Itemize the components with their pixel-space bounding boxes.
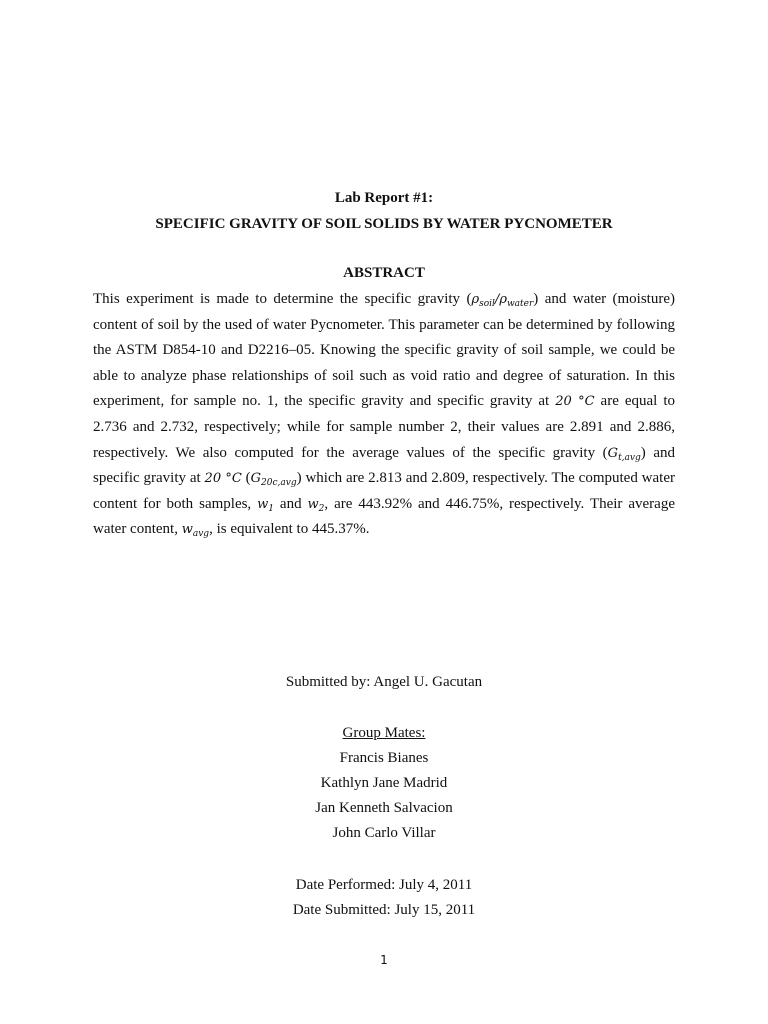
page-number: 1	[380, 953, 388, 967]
group-mate-name: Jan Kenneth Salvacion	[315, 800, 453, 816]
abstract-paragraph	[93, 287, 675, 543]
group-mate-name: Kathlyn Jane Madrid	[320, 775, 448, 791]
math-temperature: 20 °C	[555, 394, 595, 410]
math-g-avg: $G_{t,avg}$	[607, 445, 641, 463]
abstract-text: This experiment is made to determine the specific gravity (	[93, 291, 472, 307]
abstract-text: , are 443.92% and 446.75%, respectively. Their average water content,	[93, 495, 675, 538]
group-mate-name: Francis Bianes	[339, 750, 429, 766]
abstract-text: and	[274, 495, 308, 512]
report-title: SPECIFIC GRAVITY OF SOIL SOLIDS BY WATER PYCNOMETER	[155, 216, 613, 232]
math-temperature: 20 °C	[204, 471, 242, 487]
group-mate-name: John Carlo Villar	[332, 825, 436, 841]
math-rho-soil: $\rho_{soil}/\rho_{water}$	[471, 292, 534, 309]
abstract-text: ) and specific gravity at	[93, 444, 676, 487]
abstract-text: ) and water (moisture) content of soil by the used of water Pycnometer. This parameter can be determined by following the ASTM D854-10 and D2216–05. Knowing the specific gravity of soil sample, we could be able to analyze phase relationships of soil such as void ratio and degree of saturation. In this experiment, for sample no. 1, the specific gravity and specific gravity at	[93, 291, 675, 410]
abstract-text: , is equivalent to 445.37%.	[209, 521, 370, 538]
group-mates-heading: Group Mates:	[342, 725, 426, 741]
math-w1: $w_1$	[257, 496, 274, 514]
abstract-heading: ABSTRACT	[343, 265, 425, 281]
math-w2: $w_2$	[307, 496, 325, 514]
abstract-text: (	[241, 470, 251, 487]
report-label: Lab Report #1:	[334, 190, 434, 206]
submitted-by: Submitted by: Angel U. Gacutan	[285, 674, 483, 690]
math-w-avg: $w_{avg}$	[181, 522, 210, 540]
math-g20-avg: $G_{20c,avg}$	[250, 471, 297, 489]
date-performed: Date Performed: July 4, 2011	[295, 877, 473, 893]
abstract-text: ) which are 2.813 and 2.809, respectively. The computed water content for both samples,	[93, 470, 675, 512]
date-submitted: Date Submitted: July 15, 2011	[292, 902, 476, 918]
abstract-text: are equal to 2.736 and 2.732, respectively; while for sample number 2, their values are 2.891 and 2.886, respectively. We also computed for the average values of the specific gravity (	[93, 393, 676, 461]
